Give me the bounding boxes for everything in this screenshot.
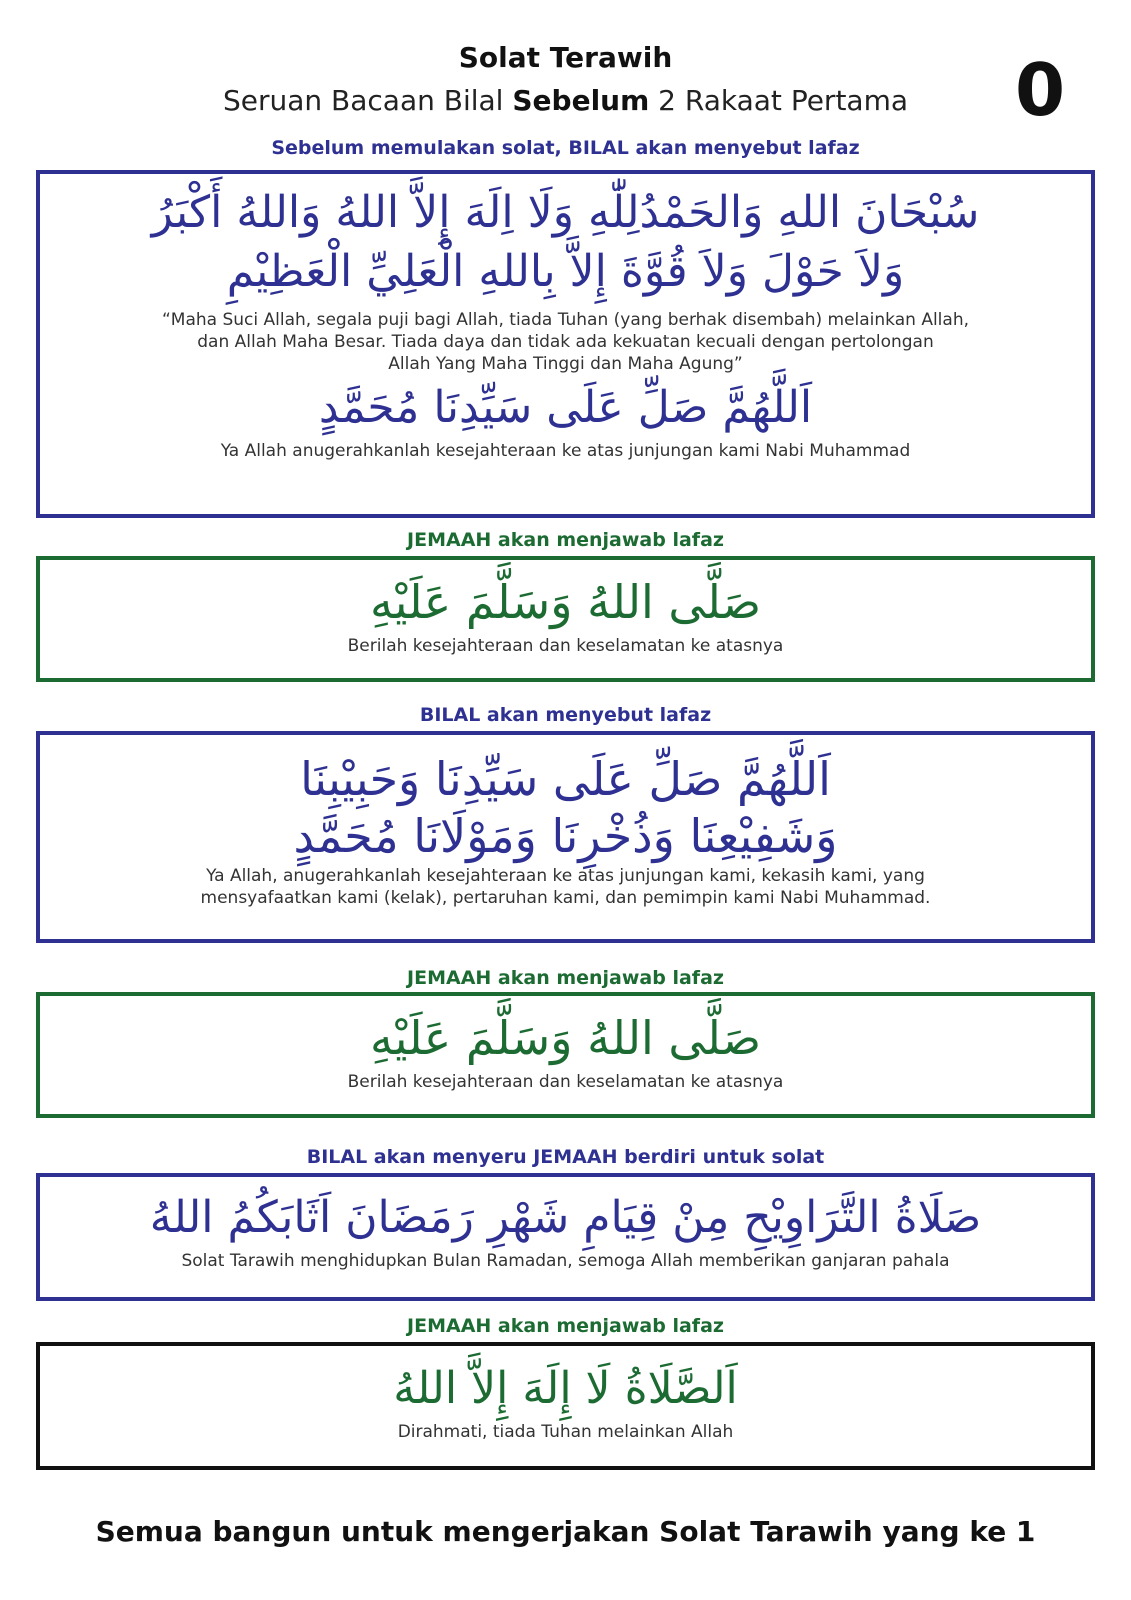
section-2-box — [36, 556, 1095, 682]
section-3-box — [36, 731, 1095, 943]
section-3-arabic-line-1: اَللَّهُمَّ صَلِّ عَلَى سَيِّدِنَا وَحَبِيْبِنَا — [300, 752, 831, 806]
page-number: 0 — [1014, 48, 1066, 132]
section-6-arabic: اَلصَّلَاةُ لَا إِلَهَ إِلاَّ اللهُ — [393, 1363, 738, 1414]
section-3-translation-line-1: Ya Allah, anugerahkanlah kesejahteraan ke atas junjungan kami, kekasih kami, yang — [206, 865, 925, 886]
section-1-translation-line-4: Ya Allah anugerahkanlah kesejahteraan ke atas junjungan kami Nabi Muhammad — [220, 440, 911, 461]
section-6-box — [36, 1342, 1095, 1470]
subtitle-bold: Sebelum — [512, 84, 650, 117]
page-header — [0, 40, 1131, 132]
section-4-label: JEMAAH akan menjawab lafaz — [407, 967, 724, 989]
section-1-box — [36, 170, 1095, 518]
section-1-arabic-line-1: سُبْحَانَ اللهِ وَالحَمْدُلِلّٰهِ وَلَا اِلَهَ إِلاَّ اللهُ وَاللهُ أَكْبَرُ — [151, 187, 980, 238]
section-1-translation-line-2: dan Allah Maha Besar. Tiada daya dan tidak ada kekuatan kecuali dengan pertolongan — [197, 332, 934, 353]
section-2-label: JEMAAH akan menjawab lafaz — [407, 529, 724, 551]
section-3-label: BILAL akan menyebut lafaz — [419, 704, 712, 726]
section-4-translation: Berilah kesejahteraan dan keselamatan ke atasnya — [347, 1071, 784, 1092]
section-1-label: Sebelum memulakan solat, BILAL akan menyebut lafaz — [271, 137, 860, 159]
footer-instruction: Semua bangun untuk mengerjakan Solat Tarawih yang ke 1 — [95, 1515, 1036, 1548]
section-4-arabic: صَلَّى اللهُ وَسَلَّمَ عَلَيْهِ — [370, 1011, 761, 1065]
section-2-arabic: صَلَّى اللهُ وَسَلَّمَ عَلَيْهِ — [370, 575, 761, 629]
section-6-translation: Dirahmati, tiada Tuhan melainkan Allah — [397, 1421, 734, 1442]
page-title: Solat Terawih — [458, 41, 673, 74]
section-3-arabic-line-2: وَشَفِيْعِنَا وَذُخْرِنَا وَمَوْلَانَا مُحَمَّدٍ — [293, 808, 838, 863]
section-5-label: BILAL akan menyeru JEMAAH berdiri untuk solat — [306, 1146, 825, 1168]
section-2-translation: Berilah kesejahteraan dan keselamatan ke atasnya — [347, 635, 784, 656]
section-1-translation-line-3: Allah Yang Maha Tinggi dan Maha Agung” — [388, 354, 743, 375]
section-6-label: JEMAAH akan menjawab lafaz — [407, 1315, 724, 1337]
page-subtitle — [0, 84, 1131, 118]
section-4-box — [36, 992, 1095, 1118]
section-1-arabic-line-2: وَلاَ حَوْلَ وَلاَ قُوَّةَ إِلاَّ بِاللهِ الْعَلِيِّ الْعَظِيْمِ — [226, 245, 905, 297]
section-5-arabic: صَلَاةُ التَّرَاوِيْحِ مِنْ قِيَامِ شَهْرِ رَمَضَانَ اَثَابَكُمُ اللهُ — [149, 1192, 982, 1243]
section-3-translation-line-2: mensyafaatkan kami (kelak), pertaruhan kami, dan pemimpin kami Nabi Muhammad. — [200, 887, 931, 908]
section-1-arabic-line-3: اَللَّهُمَّ صَلِّ عَلَى سَيِّدِنَا مُحَمَّدٍ — [318, 382, 813, 434]
section-5-box — [36, 1173, 1095, 1301]
section-1-translation-line-1: “Maha Suci Allah, segala puji bagi Allah, tiada Tuhan (yang berhak disembah) melainkan Allah, — [162, 310, 969, 331]
section-5-translation: Solat Tarawih menghidupkan Bulan Ramadan, semoga Allah memberikan ganjaran pahala — [181, 1250, 950, 1271]
subtitle-post: 2 Rakaat Pertama — [649, 84, 909, 117]
subtitle-pre: Seruan Bacaan Bilal — [222, 84, 513, 117]
